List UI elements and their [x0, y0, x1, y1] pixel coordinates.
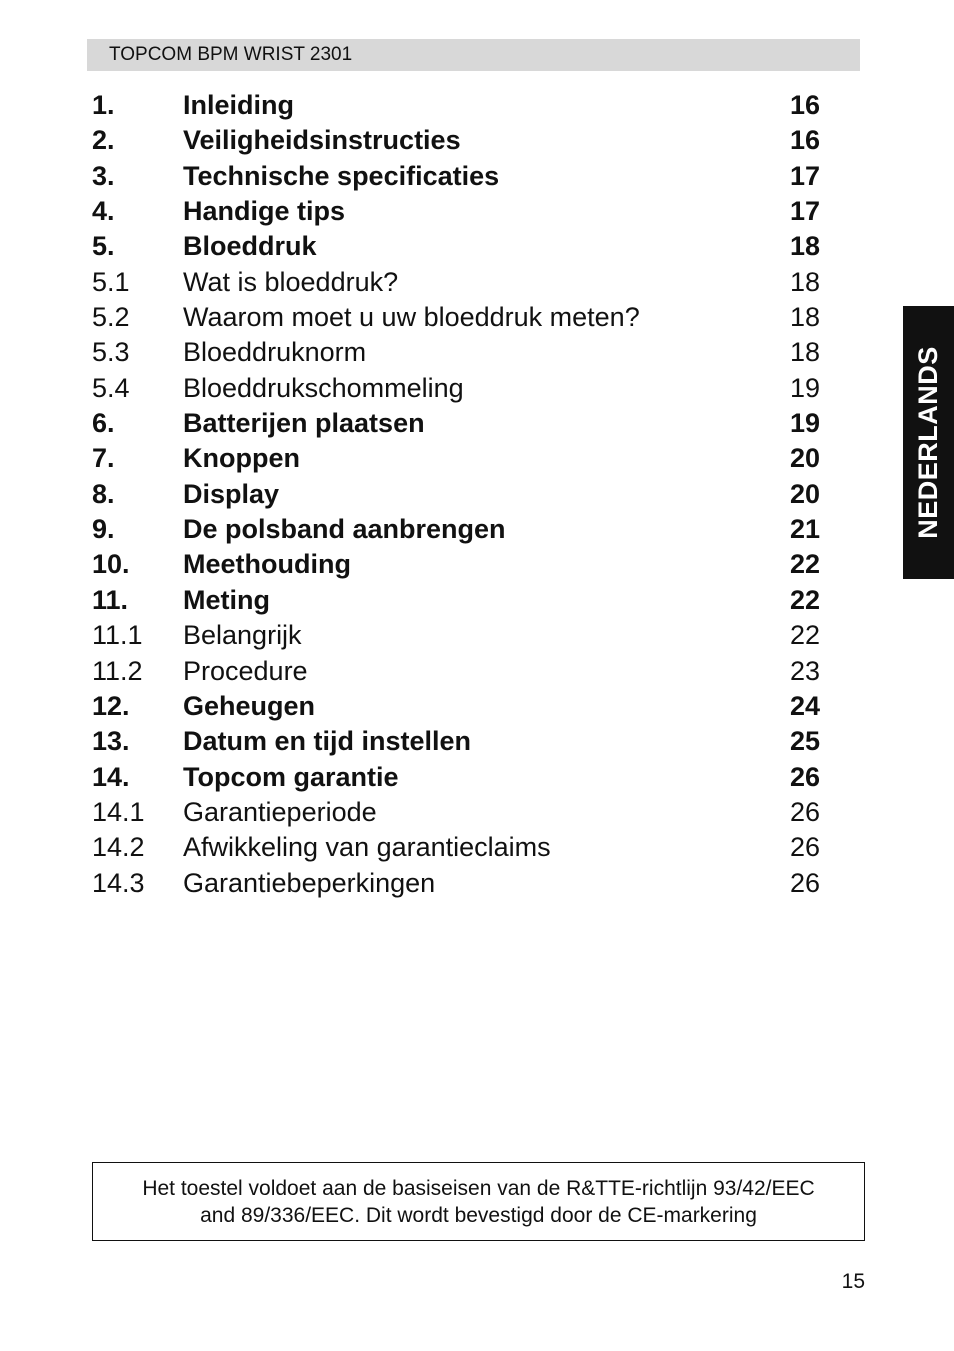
toc-entry-page: 18: [789, 231, 820, 262]
toc-entry-number: 5.2: [92, 302, 130, 333]
header-product-name: TOPCOM BPM WRIST 2301: [109, 44, 353, 65]
toc-entry: [92, 512, 832, 547]
toc-entry-page: 22: [789, 584, 820, 615]
toc-entry-title: Meting: [183, 584, 270, 615]
table-of-contents: [92, 88, 832, 901]
toc-entry-number: 14.3: [92, 867, 145, 898]
toc-entry: [92, 123, 832, 158]
toc-entry-number: 9.: [92, 514, 115, 545]
toc-entry-page: 17: [789, 160, 820, 191]
toc-entry-number: 3.: [92, 160, 115, 191]
toc-entry-title: Garantieperiode: [183, 796, 377, 827]
toc-entry: [92, 265, 832, 300]
toc-entry: [92, 88, 832, 123]
toc-entry: [92, 406, 832, 441]
toc-entry: [92, 477, 832, 512]
toc-entry: [92, 547, 832, 582]
toc-entry-page: 26: [789, 867, 820, 898]
toc-entry-number: 8.: [92, 478, 115, 509]
toc-entry-number: 14.: [92, 761, 130, 792]
toc-entry-page: 19: [789, 408, 820, 439]
toc-entry: [92, 654, 832, 689]
toc-entry-title: De polsband aanbrengen: [183, 514, 506, 545]
toc-entry-title: Procedure: [183, 655, 308, 686]
toc-entry-number: 11.2: [92, 655, 143, 686]
toc-entry-page: 23: [789, 655, 820, 686]
toc-entry-title: Garantiebeperkingen: [183, 867, 436, 898]
toc-entry-page: 22: [789, 549, 820, 580]
toc-entry-title: Waarom moet u uw bloeddruk meten?: [183, 302, 640, 333]
toc-entry-title: Bloeddruknorm: [183, 337, 367, 368]
toc-entry: [92, 795, 832, 830]
toc-entry: [92, 335, 832, 370]
toc-entry-page: 18: [789, 266, 820, 297]
toc-entry-page: 25: [789, 726, 820, 757]
toc-entry: [92, 371, 832, 406]
toc-entry: [92, 760, 832, 795]
toc-entry-page: 26: [789, 761, 820, 792]
notice-line-2: and 89/336/EEC. Dit wordt bevestigd door de CE-markering: [200, 1203, 757, 1227]
notice-line-1: Het toestel voldoet aan de basiseisen van de R&TTE-richtlijn 93/42/EEC: [142, 1176, 815, 1200]
toc-entry: [92, 724, 832, 759]
ce-notice-box: [92, 1162, 865, 1241]
toc-entry-title: Meethouding: [183, 549, 351, 580]
toc-entry-number: 5.1: [92, 266, 130, 297]
toc-entry-number: 5.3: [92, 337, 130, 368]
toc-entry: [92, 229, 832, 264]
toc-entry-title: Datum en tijd instellen: [183, 726, 472, 757]
toc-entry: [92, 300, 832, 335]
toc-entry-page: 18: [789, 302, 820, 333]
toc-entry-title: Handige tips: [183, 196, 346, 227]
toc-entry-number: 2.: [92, 125, 115, 156]
toc-entry: [92, 159, 832, 194]
toc-entry-page: 26: [789, 796, 820, 827]
toc-entry-title: Topcom garantie: [183, 761, 399, 792]
toc-entry-number: 5.: [92, 231, 115, 262]
toc-entry: [92, 618, 832, 653]
toc-entry-title: Technische specificaties: [183, 160, 500, 191]
toc-entry-title: Batterijen plaatsen: [183, 408, 425, 439]
toc-entry-page: 22: [789, 620, 820, 651]
toc-entry-number: 5.4: [92, 372, 130, 403]
toc-entry-number: 11.: [92, 584, 129, 615]
toc-entry: [92, 194, 832, 229]
language-tab-label: NEDERLANDS: [913, 346, 944, 539]
toc-entry-page: 20: [789, 443, 820, 474]
toc-entry: [92, 583, 832, 618]
toc-entry-number: 6.: [92, 408, 115, 439]
language-tab: [903, 306, 954, 579]
toc-entry: [92, 441, 832, 476]
running-header: [87, 39, 860, 71]
toc-entry-page: 21: [789, 514, 820, 545]
toc-entry-page: 19: [789, 372, 820, 403]
toc-entry-page: 26: [789, 832, 820, 863]
toc-entry-title: Bloeddrukschommeling: [183, 372, 464, 403]
toc-entry: [92, 866, 832, 901]
toc-entry-title: Display: [183, 478, 280, 509]
toc-entry-number: 4.: [92, 196, 115, 227]
toc-entry-page: 18: [789, 337, 820, 368]
toc-entry-title: Wat is bloeddruk?: [183, 266, 399, 297]
toc-entry-number: 14.1: [92, 796, 145, 827]
toc-entry: [92, 830, 832, 865]
toc-entry-page: 20: [789, 478, 820, 509]
toc-entry-number: 12.: [92, 690, 130, 721]
toc-entry-number: 11.1: [92, 620, 143, 651]
toc-entry-page: 16: [789, 90, 820, 120]
toc-entry-number: 7.: [92, 443, 115, 474]
toc-entry-page: 16: [789, 125, 820, 156]
page-number: 15: [841, 1270, 865, 1293]
toc-entry-title: Knoppen: [183, 443, 300, 474]
toc-entry-number: 14.2: [92, 832, 145, 863]
toc-entry-title: Inleiding: [183, 90, 294, 120]
toc-entry-page: 24: [789, 690, 820, 721]
toc-entry-page: 17: [789, 196, 820, 227]
toc-entry-number: 13.: [92, 726, 130, 757]
toc-entry-title: Belangrijk: [183, 620, 302, 651]
toc-entry-title: Geheugen: [183, 690, 316, 721]
toc-entry-title: Bloeddruk: [183, 231, 317, 262]
toc-entry: [92, 689, 832, 724]
toc-entry-title: Afwikkeling van garantieclaims: [183, 832, 551, 863]
toc-entry-title: Veiligheidsinstructies: [183, 125, 461, 156]
toc-entry-number: 1.: [92, 90, 115, 120]
toc-entry-number: 10.: [92, 549, 130, 580]
